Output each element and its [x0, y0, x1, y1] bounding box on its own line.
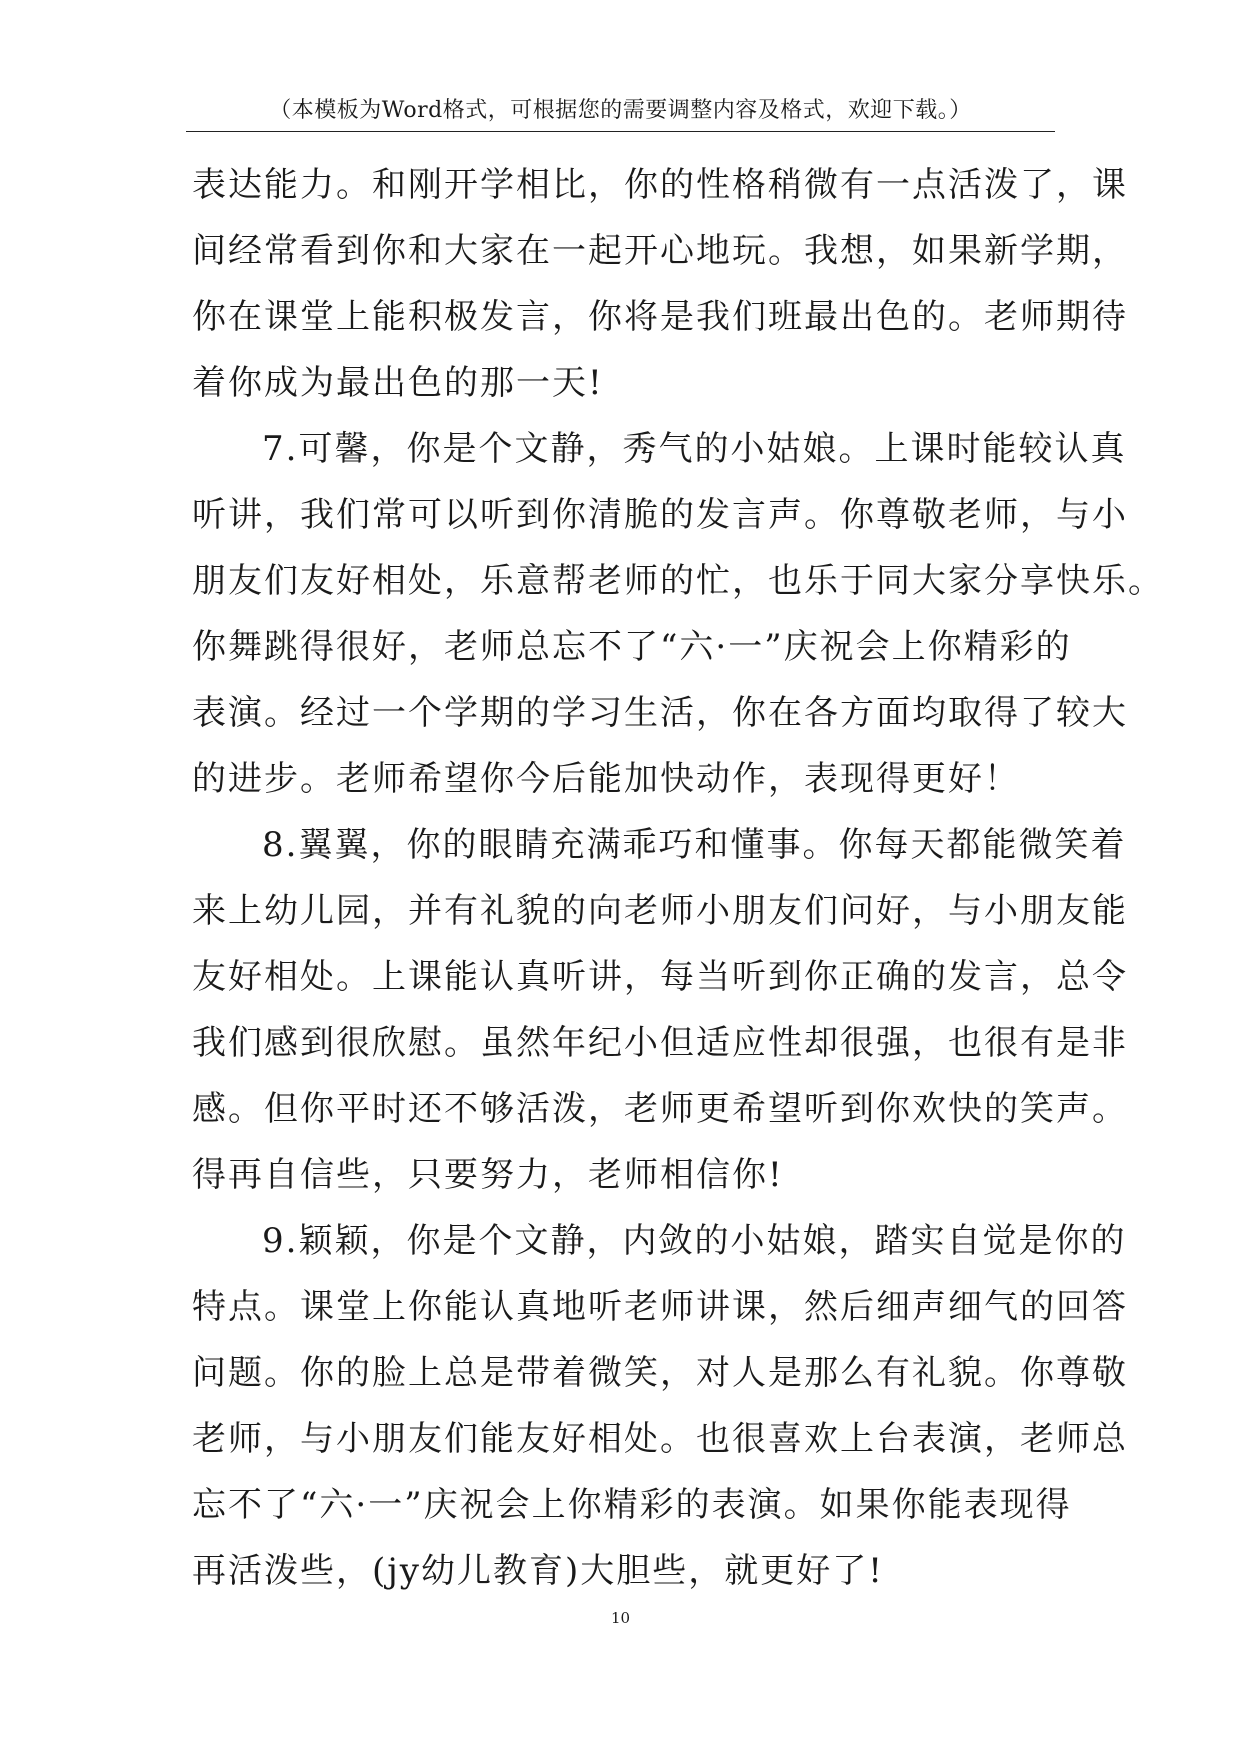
- text-line: 你舞跳得很好，老师总忘不了“六·一”庆祝会上你精彩的: [192, 627, 1072, 667]
- page-header: （本模板为Word格式，可根据您的需要调整内容及格式，欢迎下载。）: [269, 98, 972, 123]
- text-line: 你在课堂上能积极发言，你将是我们班最出色的。老师期待: [192, 297, 1128, 337]
- text-line: 友好相处。上课能认真听讲，每当听到你正确的发言，总令: [192, 957, 1128, 997]
- text-line: 听讲，我们常可以听到你清脆的发言声。你尊敬老师，与小: [192, 495, 1128, 535]
- paragraph-start-line: 8.翼翼，你的眼睛充满乖巧和懂事。你每天都能微笑着: [262, 825, 1127, 865]
- document-body: [192, 152, 1164, 1604]
- header-divider: [186, 131, 1055, 132]
- page-number: 10: [610, 1609, 631, 1627]
- text-line: 感。但你平时还不够活泼，老师更希望听到你欢快的笑声。: [192, 1089, 1128, 1129]
- paragraph-start-line: 9.颖颖，你是个文静，内敛的小姑娘，踏实自觉是你的: [262, 1221, 1127, 1261]
- text-line: 间经常看到你和大家在一起开心地玩。我想，如果新学期，: [192, 231, 1128, 271]
- text-line: 着你成为最出色的那一天!: [192, 363, 604, 403]
- text-line: 老师，与小朋友们能友好相处。也很喜欢上台表演，老师总: [192, 1419, 1128, 1459]
- text-line: 我们感到很欣慰。虽然年纪小但适应性却很强，也很有是非: [192, 1023, 1128, 1063]
- text-line: 的进步。老师希望你今后能加快动作，表现得更好！: [192, 759, 1020, 799]
- text-line: 忘不了“六·一”庆祝会上你精彩的表演。如果你能表现得: [192, 1485, 1072, 1525]
- text-line: 表达能力。和刚开学相比，你的性格稍微有一点活泼了，课: [192, 165, 1128, 205]
- text-line: 得再自信些，只要努力，老师相信你!: [192, 1155, 784, 1195]
- text-line: 再活泼些，(jy幼儿教育)大胆些，就更好了!: [192, 1551, 884, 1591]
- text-line: 特点。课堂上你能认真地听老师讲课，然后细声细气的回答: [192, 1287, 1128, 1327]
- paragraph-start-line: 7.可馨，你是个文静，秀气的小姑娘。上课时能较认真: [262, 429, 1127, 469]
- text-line: 来上幼儿园，并有礼貌的向老师小朋友们问好，与小朋友能: [192, 891, 1128, 931]
- text-line: 问题。你的脸上总是带着微笑，对人是那么有礼貌。你尊敬: [192, 1353, 1128, 1393]
- text-line: 表演。经过一个学期的学习生活，你在各方面均取得了较大: [192, 693, 1128, 733]
- text-line: 朋友们友好相处，乐意帮老师的忙，也乐于同大家分享快乐。: [192, 561, 1164, 601]
